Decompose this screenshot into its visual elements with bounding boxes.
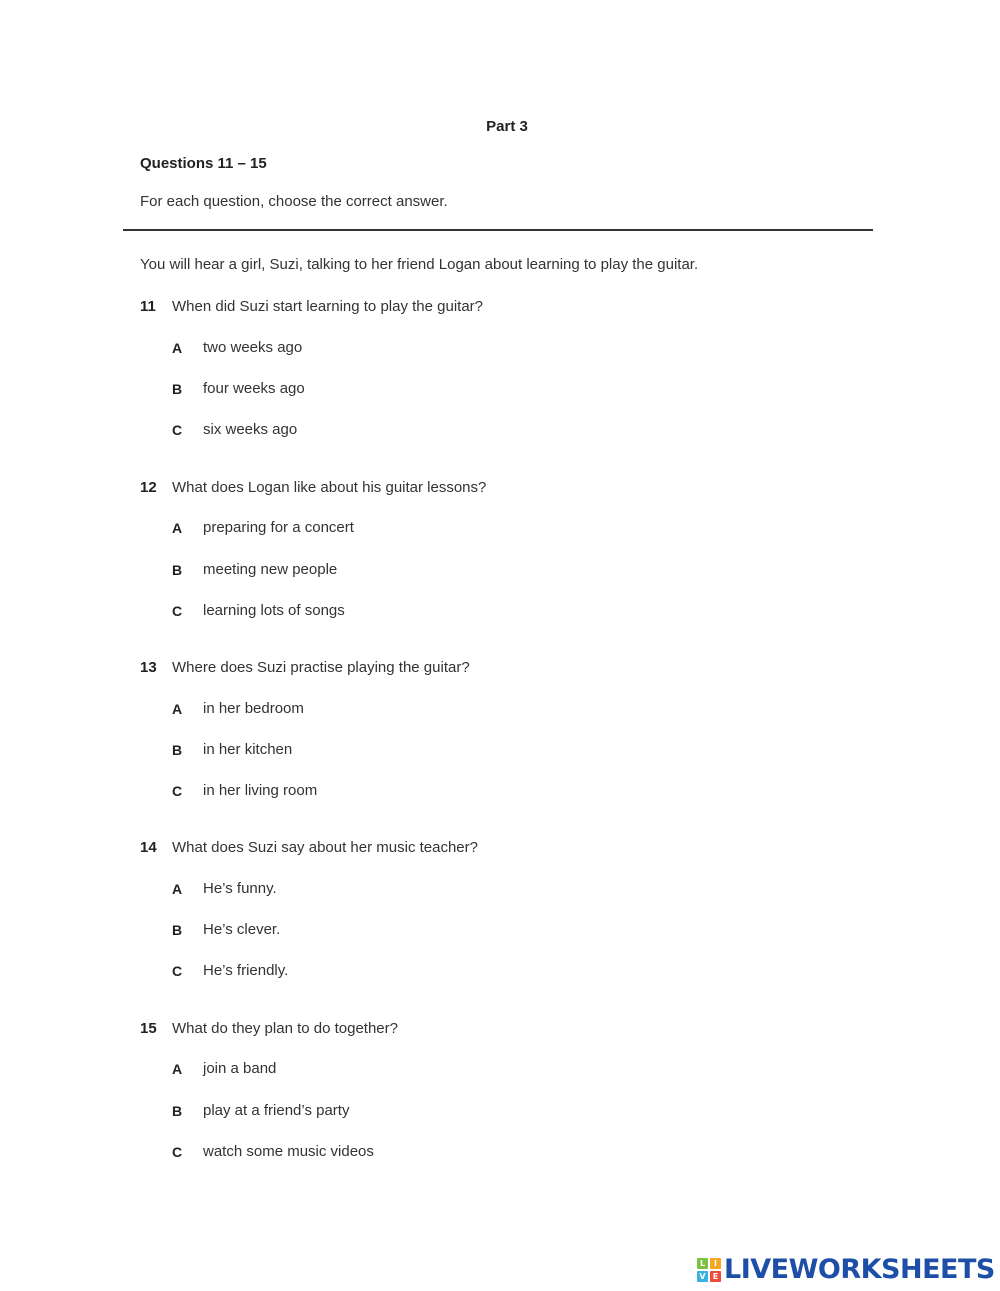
option-letter[interactable]: B — [172, 381, 183, 397]
section-divider — [123, 229, 873, 231]
option-letter[interactable]: B — [172, 742, 183, 758]
option-text[interactable]: in her bedroom — [203, 700, 304, 717]
part-title: Part 3 — [486, 118, 528, 135]
option-text[interactable]: learning lots of songs — [203, 602, 345, 619]
question-number: 11 — [140, 298, 156, 315]
listening-intro: You will hear a girl, Suzi, talking to her friend Logan about learning to play the guitar. — [140, 256, 699, 273]
option-text[interactable]: in her kitchen — [203, 741, 293, 758]
option-letter[interactable]: A — [172, 1061, 183, 1077]
option-text[interactable]: in her living room — [203, 782, 318, 799]
option-text[interactable]: six weeks ago — [203, 421, 298, 438]
questions-range: Questions 11 – 15 — [140, 155, 267, 172]
logo-tiles-icon — [697, 1258, 721, 1282]
option-letter[interactable]: C — [172, 963, 183, 979]
option-letter[interactable]: C — [172, 1144, 183, 1160]
option-letter[interactable]: A — [172, 340, 183, 356]
option-text[interactable]: join a band — [203, 1060, 277, 1077]
option-letter[interactable]: B — [172, 562, 183, 578]
option-text[interactable]: He’s friendly. — [203, 962, 289, 979]
logo-tile: L — [697, 1258, 708, 1269]
option-text[interactable]: watch some music videos — [203, 1143, 374, 1160]
option-letter[interactable]: A — [172, 520, 183, 536]
liveworksheets-logo — [697, 1254, 995, 1286]
logo-wordmark: LIVEWORKSHEETS — [724, 1254, 995, 1285]
question-number: 15 — [140, 1020, 157, 1037]
question-text: What does Suzi say about her music teacher? — [172, 839, 478, 856]
question-text: When did Suzi start learning to play the guitar? — [172, 298, 484, 315]
option-text[interactable]: He’s funny. — [203, 880, 277, 897]
question-number: 13 — [140, 659, 157, 676]
option-letter[interactable]: B — [172, 922, 183, 938]
instruction-text: For each question, choose the correct answer. — [140, 193, 448, 210]
question-number: 14 — [140, 839, 157, 856]
option-letter[interactable]: C — [172, 422, 183, 438]
option-text[interactable]: meeting new people — [203, 561, 338, 578]
logo-tile: E — [710, 1271, 721, 1282]
question-text: Where does Suzi practise playing the guitar? — [172, 659, 470, 676]
option-text[interactable]: four weeks ago — [203, 380, 305, 397]
logo-tile: I — [710, 1258, 721, 1269]
option-text[interactable]: He’s clever. — [203, 921, 281, 938]
option-letter[interactable]: A — [172, 701, 183, 717]
logo-tile: V — [697, 1271, 708, 1282]
question-text: What does Logan like about his guitar lessons? — [172, 479, 487, 496]
option-letter[interactable]: C — [172, 603, 183, 619]
option-letter[interactable]: A — [172, 881, 183, 897]
question-number: 12 — [140, 479, 157, 496]
option-letter[interactable]: C — [172, 783, 183, 799]
option-text[interactable]: play at a friend’s party — [203, 1102, 350, 1119]
question-text: What do they plan to do together? — [172, 1020, 398, 1037]
option-text[interactable]: two weeks ago — [203, 339, 303, 356]
option-text[interactable]: preparing for a concert — [203, 519, 354, 536]
option-letter[interactable]: B — [172, 1103, 183, 1119]
